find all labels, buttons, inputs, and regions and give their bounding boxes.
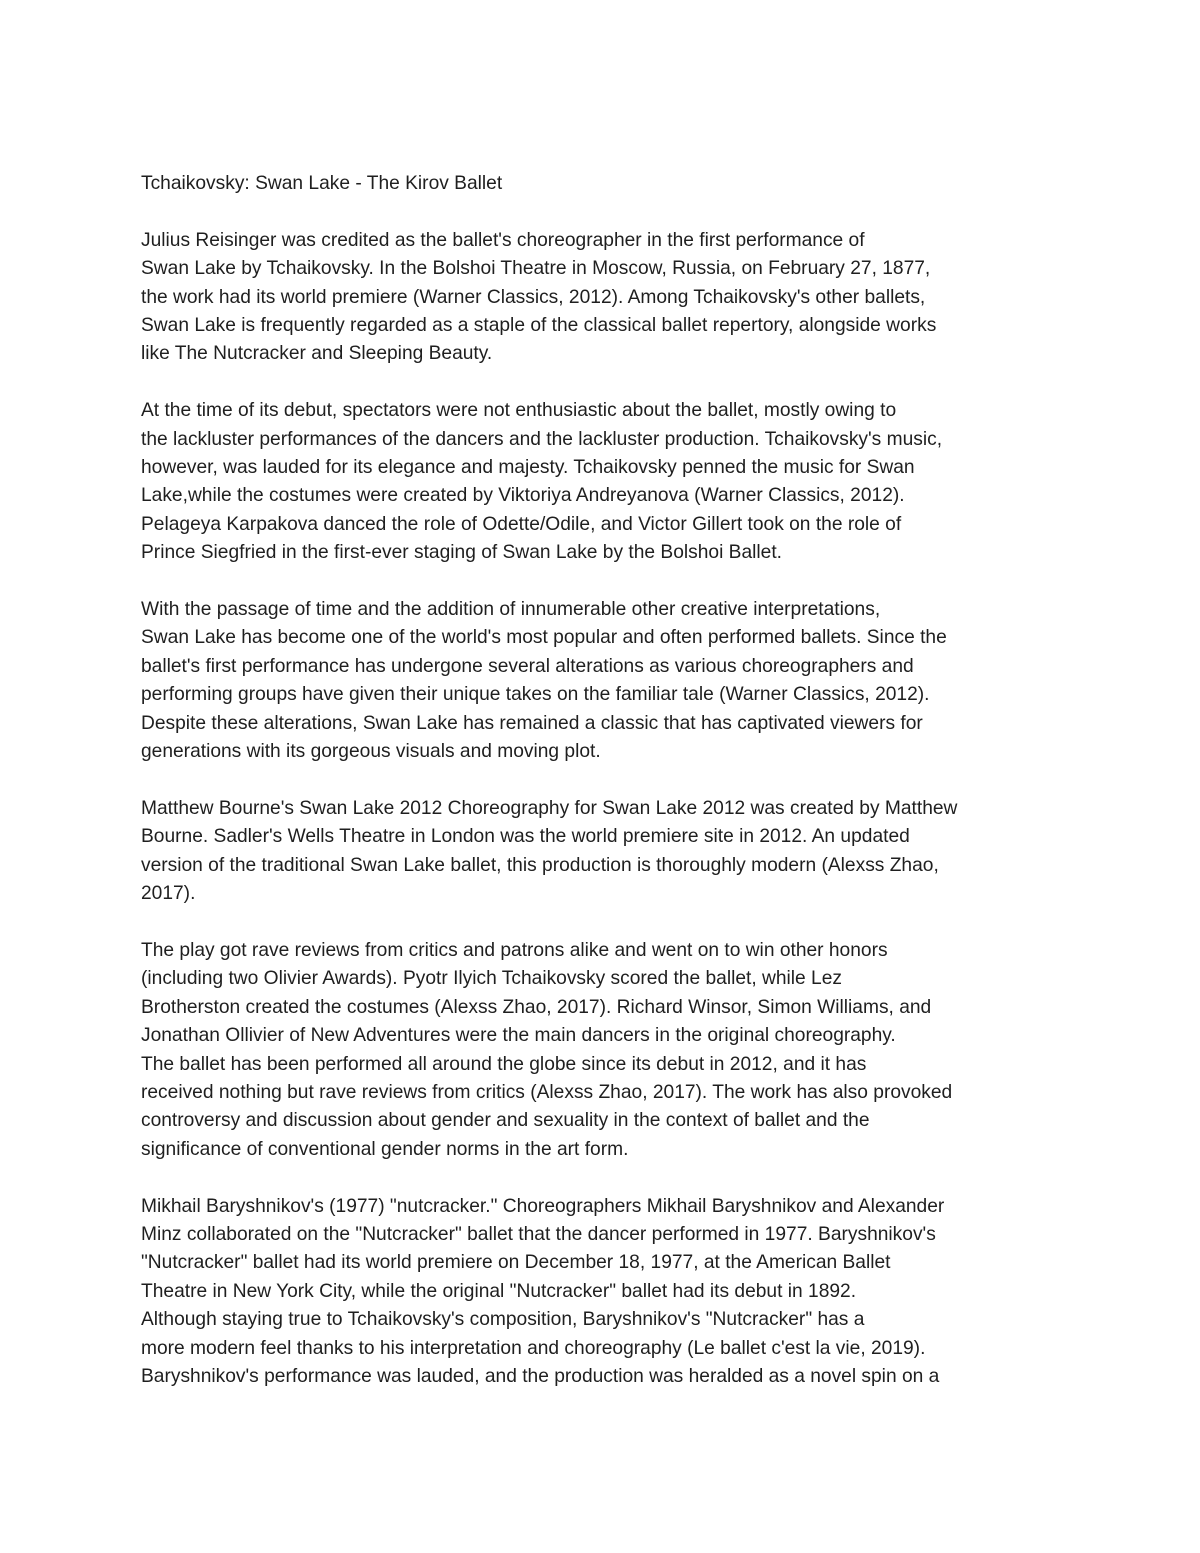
document-body: [141, 170, 1081, 1420]
paragraph-line: generations with its gorgeous visuals and moving plot.: [141, 741, 601, 763]
paragraph-line: Theatre in New York City, while the original "Nutcracker" ballet had its debut in 1892.: [141, 1280, 857, 1302]
paragraph-line: Despite these alterations, Swan Lake has remained a classic that has captivated viewers for: [141, 712, 923, 734]
paragraph: [141, 596, 1081, 766]
paragraph-line: Matthew Bourne's Swan Lake 2012 Choreography for Swan Lake 2012 was created by Matthew: [141, 797, 958, 819]
paragraph-line: At the time of its debut, spectators were not enthusiastic about the ballet, mostly owing to: [141, 400, 897, 422]
paragraph-line: Jonathan Ollivier of New Adventures were the main dancers in the original choreography.: [141, 1025, 896, 1047]
paragraph-line: Brotherston created the costumes (Alexss Zhao, 2017). Richard Winsor, Simon Williams, and: [141, 996, 932, 1018]
paragraph-line: Bourne. Sadler's Wells Theatre in London was the world premiere site in 2012. An updated: [141, 826, 910, 848]
paragraph-line: significance of conventional gender norms in the art form.: [141, 1138, 629, 1160]
paragraph-line: The ballet has been performed all around the globe since its debut in 2012, and it has: [141, 1053, 867, 1075]
paragraph-line: more modern feel thanks to his interpretation and choreography (Le ballet c'est la vie, 2019).: [141, 1337, 926, 1359]
paragraph-line: performing groups have given their unique takes on the familiar tale (Warner Classics, 2012).: [141, 684, 930, 706]
paragraph-line: Lake,while the costumes were created by Viktoriya Andreyanova (Warner Classics, 2012).: [141, 485, 905, 507]
paragraph-line: Prince Siegfried in the first-ever staging of Swan Lake by the Bolshoi Ballet.: [141, 542, 782, 564]
paragraph-line: Baryshnikov's performance was lauded, and the production was heralded as a novel spin on a: [141, 1365, 940, 1387]
paragraph-line: received nothing but rave reviews from critics (Alexss Zhao, 2017). The work has also provoked: [141, 1081, 953, 1103]
paragraph-line: Although staying true to Tchaikovsky's composition, Baryshnikov's "Nutcracker" has a: [141, 1309, 865, 1331]
paragraph-line: version of the traditional Swan Lake ballet, this production is thoroughly modern (Alexss Zhao,: [141, 854, 939, 876]
paragraph: [141, 795, 1081, 909]
paragraph: [141, 1193, 1081, 1392]
paragraph-line: ballet's first performance has undergone several alterations as various choreographers and: [141, 655, 914, 677]
paragraph-line: 2017).: [141, 883, 196, 905]
paragraph-list: [141, 227, 1081, 1392]
paragraph-line: (including two Olivier Awards). Pyotr Ilyich Tchaikovsky scored the ballet, while Lez: [141, 968, 842, 990]
document-title: Tchaikovsky: Swan Lake - The Kirov Ballet: [141, 173, 503, 194]
paragraph-line: controversy and discussion about gender and sexuality in the context of ballet and the: [141, 1110, 870, 1132]
paragraph-line: Swan Lake by Tchaikovsky. In the Bolshoi Theatre in Moscow, Russia, on February 27, 1877,: [141, 258, 931, 280]
paragraph-line: the lackluster performances of the dancers and the lackluster production. Tchaikovsky's music,: [141, 428, 943, 450]
paragraph-line: the work had its world premiere (Warner Classics, 2012). Among Tchaikovsky's other ballets,: [141, 286, 926, 308]
paragraph-line: "Nutcracker" ballet had its world premiere on December 18, 1977, at the American Ballet: [141, 1252, 891, 1274]
paragraph-line: The play got rave reviews from critics and patrons alike and went on to win other honors: [141, 939, 888, 961]
paragraph-line: Pelageya Karpakova danced the role of Odette/Odile, and Victor Gillert took on the role of: [141, 513, 902, 535]
paragraph-line: Mikhail Baryshnikov's (1977) "nutcracker." Choreographers Mikhail Baryshnikov and Alexander: [141, 1195, 945, 1217]
paragraph-line: like The Nutcracker and Sleeping Beauty.: [141, 343, 493, 365]
paragraph-line: Swan Lake is frequently regarded as a staple of the classical ballet repertory, alongside works: [141, 315, 937, 337]
paragraph-line: Swan Lake has become one of the world's most popular and often performed ballets. Since the: [141, 627, 947, 649]
paragraph-line: Julius Reisinger was credited as the ballet's choreographer in the first performance of: [141, 229, 865, 251]
paragraph: [141, 937, 1081, 1164]
paragraph: [141, 397, 1081, 567]
paragraph: [141, 227, 1081, 369]
paragraph-line: Minz collaborated on the "Nutcracker" ballet that the dancer performed in 1977. Baryshnikov's: [141, 1223, 936, 1245]
paragraph-line: however, was lauded for its elegance and majesty. Tchaikovsky penned the music for Swan: [141, 457, 915, 479]
paragraph-line: With the passage of time and the addition of innumerable other creative interpretations,: [141, 599, 881, 621]
